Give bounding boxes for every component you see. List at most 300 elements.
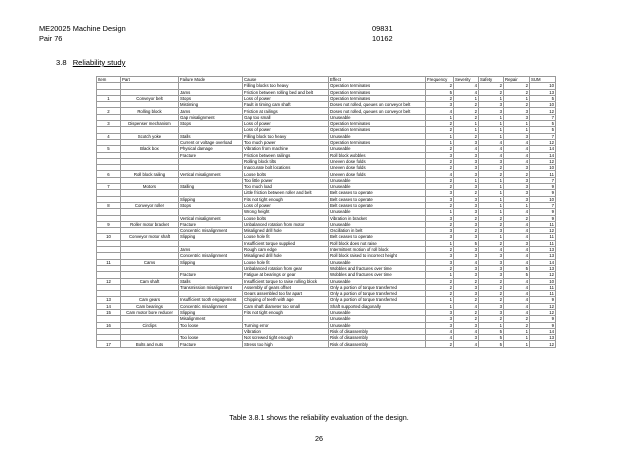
cell-frequency: 2 bbox=[426, 165, 454, 171]
cell-frequency: 3 bbox=[426, 316, 454, 322]
cell-effect: Only a portion of torque transferred bbox=[329, 297, 426, 303]
student-id-1: 09831 bbox=[372, 24, 393, 33]
cell-severity: 3 bbox=[454, 139, 479, 145]
cell-repair: 2 bbox=[504, 171, 530, 177]
col-header-item: Item bbox=[97, 77, 121, 83]
cell-sum: 13 bbox=[530, 335, 556, 341]
cell-item: 11 bbox=[97, 259, 121, 265]
cell-cause: Vibration from machine bbox=[243, 146, 329, 152]
cell-cause: Rough cam edge bbox=[243, 247, 329, 253]
cell-failure-mode: Slipping bbox=[179, 309, 243, 315]
cell-failure-mode: Jams bbox=[179, 89, 243, 95]
cell-frequency: 2 bbox=[426, 158, 454, 164]
cell-safety: 1 bbox=[479, 114, 504, 120]
cell-failure-mode: Concentric misalignment bbox=[179, 303, 243, 309]
cell-part: Cam shaft bbox=[121, 278, 179, 284]
cell-frequency: 1 bbox=[426, 133, 454, 139]
cell-safety: 1 bbox=[479, 234, 504, 240]
cell-severity: 3 bbox=[454, 158, 479, 164]
cell-severity: 4 bbox=[454, 83, 479, 89]
cell-sum: 12 bbox=[530, 139, 556, 145]
cell-frequency: 4 bbox=[426, 328, 454, 334]
col-header-cause: Cause bbox=[243, 77, 329, 83]
section-heading bbox=[56, 58, 125, 67]
course-title: ME20025 Machine Design bbox=[39, 24, 126, 33]
cell-severity: 4 bbox=[454, 146, 479, 152]
cell-effect: Roll block wobbles bbox=[329, 152, 426, 158]
cell-effect: Unuseable bbox=[329, 259, 426, 265]
cell-sum: 13 bbox=[530, 247, 556, 253]
cell-severity: 1 bbox=[454, 121, 479, 127]
cell-item: 13 bbox=[97, 297, 121, 303]
cell-safety: 1 bbox=[479, 209, 504, 215]
cell-frequency: 3 bbox=[426, 259, 454, 265]
cell-cause: Assembly of gears offset bbox=[243, 284, 329, 290]
cell-item: 12 bbox=[97, 278, 121, 284]
cell-severity: 3 bbox=[454, 209, 479, 215]
cell-cause: Misaligned drill hole bbox=[243, 228, 329, 234]
cell-cause: Gap too small bbox=[243, 114, 329, 120]
cell-severity: 3 bbox=[454, 265, 479, 271]
cell-cause: Too little power bbox=[243, 177, 329, 183]
cell-severity: 3 bbox=[454, 234, 479, 240]
cell-severity: 2 bbox=[454, 102, 479, 108]
cell-cause: Insufficient torque to raise rolling block bbox=[243, 278, 329, 284]
cell-severity: 1 bbox=[454, 95, 479, 101]
cell-frequency: 3 bbox=[426, 215, 454, 221]
cell-failure-mode: Gap misalignment bbox=[179, 114, 243, 120]
cell-effect: Doses not rolled, queues on conveyor belt bbox=[329, 108, 426, 114]
cell-safety: 3 bbox=[479, 265, 504, 271]
cell-failure-mode: Stalls bbox=[179, 278, 243, 284]
cell-cause: Misaligned drill hole bbox=[243, 253, 329, 259]
cell-effect: Intermittent motion of roll block bbox=[329, 247, 426, 253]
cell-repair: 1 bbox=[504, 328, 530, 334]
cell-sum: 11 bbox=[530, 234, 556, 240]
cell-safety: 3 bbox=[479, 272, 504, 278]
cell-frequency: 2 bbox=[426, 184, 454, 190]
cell-safety: 1 bbox=[479, 190, 504, 196]
header-left bbox=[39, 24, 126, 44]
cell-part: Scotch yoke bbox=[121, 133, 179, 139]
cell-effect: Belt ceases to operate bbox=[329, 196, 426, 202]
cell-repair: 3 bbox=[504, 177, 530, 183]
cell-sum: 14 bbox=[530, 152, 556, 158]
cell-cause: Stress too high bbox=[243, 341, 329, 347]
cell-failure-mode: Physical damage bbox=[179, 146, 243, 152]
cell-effect: Unuseable bbox=[329, 316, 426, 322]
cell-sum: 9 bbox=[530, 184, 556, 190]
cell-part: Roll block railing bbox=[121, 171, 179, 177]
cell-cause: Inaccurate bolt locations bbox=[243, 165, 329, 171]
cell-sum: 12 bbox=[530, 303, 556, 309]
cell-frequency: 2 bbox=[426, 146, 454, 152]
cell-sum: 12 bbox=[530, 309, 556, 315]
cell-effect: Vibration in bracket bbox=[329, 215, 426, 221]
cell-sum: 11 bbox=[530, 284, 556, 290]
cell-cause: Unbalanced rotation from motor bbox=[243, 221, 329, 227]
cell-item: 8 bbox=[97, 202, 121, 208]
cell-effect: Belt ceases to operate bbox=[329, 202, 426, 208]
cell-safety: 4 bbox=[479, 139, 504, 145]
cell-frequency: 2 bbox=[426, 95, 454, 101]
cell-severity: 4 bbox=[454, 259, 479, 265]
cell-safety: 3 bbox=[479, 102, 504, 108]
cell-repair: 3 bbox=[504, 114, 530, 120]
cell-sum: 12 bbox=[530, 108, 556, 114]
cell-safety: 3 bbox=[479, 108, 504, 114]
cell-effect: Roll block does not raise bbox=[329, 240, 426, 246]
cell-repair: 4 bbox=[504, 303, 530, 309]
cell-repair: 4 bbox=[504, 209, 530, 215]
cell-cause: Turning error bbox=[243, 322, 329, 328]
cell-failure-mode: Current or voltage overload bbox=[179, 139, 243, 145]
cell-cause: Loose bolts bbox=[243, 215, 329, 221]
cell-severity: 3 bbox=[454, 253, 479, 259]
cell-frequency: 5 bbox=[426, 89, 454, 95]
cell-effect: Belt ceases to operate bbox=[329, 234, 426, 240]
cell-repair: 3 bbox=[504, 133, 530, 139]
cell-frequency: 2 bbox=[426, 177, 454, 183]
cell-cause: Vibration bbox=[243, 328, 329, 334]
cell-sum: 10 bbox=[530, 278, 556, 284]
cell-part: Conveyor roller bbox=[121, 202, 179, 208]
cell-failure-mode: Insufficient tooth engagement bbox=[179, 297, 243, 303]
cell-safety: 3 bbox=[479, 228, 504, 234]
cell-safety: 2 bbox=[479, 165, 504, 171]
col-header-safety: Safety bbox=[479, 77, 504, 83]
cell-sum: 11 bbox=[530, 171, 556, 177]
cell-severity: 2 bbox=[454, 215, 479, 221]
cell-item: 16 bbox=[97, 322, 121, 328]
cell-safety: 1 bbox=[479, 177, 504, 183]
cell-safety: 1 bbox=[479, 133, 504, 139]
cell-cause: Unbalanced rotation from gear bbox=[243, 265, 329, 271]
cell-failure-mode: Fracture bbox=[179, 221, 243, 227]
cell-repair: 2 bbox=[504, 322, 530, 328]
cell-part: Conveyor motor shaft bbox=[121, 234, 179, 240]
cell-effect: Operation terminates bbox=[329, 95, 426, 101]
cell-cause: Fatigue at bearings or gear bbox=[243, 272, 329, 278]
cell-effect: Uneven dose folds bbox=[329, 158, 426, 164]
cell-frequency: 2 bbox=[426, 265, 454, 271]
cell-sum: 10 bbox=[530, 102, 556, 108]
col-header-frequency: Frequency bbox=[426, 77, 454, 83]
cell-severity: 3 bbox=[454, 196, 479, 202]
cell-part: Black box bbox=[121, 146, 179, 152]
cell-frequency: 2 bbox=[426, 278, 454, 284]
cell-severity: 2 bbox=[454, 297, 479, 303]
cell-part: Circlips bbox=[121, 322, 179, 328]
cell-failure-mode: Too loose bbox=[179, 335, 243, 341]
cell-safety: 1 bbox=[479, 184, 504, 190]
cell-cause: Wrong height bbox=[243, 209, 329, 215]
cell-effect: Unuseable bbox=[329, 309, 426, 315]
cell-cause: Insufficient torque supplied bbox=[243, 240, 329, 246]
cell-repair: 4 bbox=[504, 259, 530, 265]
cell-cause: Loss of power bbox=[243, 95, 329, 101]
cell-severity: 4 bbox=[454, 89, 479, 95]
cell-effect: Operation terminates bbox=[329, 121, 426, 127]
cell-item: 4 bbox=[97, 133, 121, 139]
cell-repair: 4 bbox=[504, 234, 530, 240]
cell-repair: 3 bbox=[504, 240, 530, 246]
cell-severity: 4 bbox=[454, 341, 479, 347]
cell-item: 17 bbox=[97, 341, 121, 347]
cell-safety: 4 bbox=[479, 247, 504, 253]
cell-failure-mode: Fracture bbox=[179, 272, 243, 278]
cell-effect: Only a portion of torque transferred bbox=[329, 291, 426, 297]
cell-sum: 12 bbox=[530, 341, 556, 347]
cell-severity: 3 bbox=[454, 247, 479, 253]
cell-safety: 2 bbox=[479, 83, 504, 89]
cell-safety: 3 bbox=[479, 309, 504, 315]
cell-safety: 2 bbox=[479, 284, 504, 290]
cell-cause: Fault in timing cam shaft bbox=[243, 102, 329, 108]
cell-effect: Doses not rolled, queues on conveyor belt bbox=[329, 102, 426, 108]
cell-frequency: 2 bbox=[426, 341, 454, 347]
cell-repair: 4 bbox=[504, 291, 530, 297]
cell-item: 2 bbox=[97, 108, 121, 114]
cell-frequency: 2 bbox=[426, 121, 454, 127]
cell-repair: 2 bbox=[504, 102, 530, 108]
cell-cause: Loss of power bbox=[243, 121, 329, 127]
cell-frequency: 1 bbox=[426, 240, 454, 246]
cell-frequency: 3 bbox=[426, 102, 454, 108]
cell-frequency: 2 bbox=[426, 221, 454, 227]
cell-safety: 2 bbox=[479, 297, 504, 303]
cell-item: 9 bbox=[97, 221, 121, 227]
cell-severity: 3 bbox=[454, 184, 479, 190]
cell-failure-mode: Too loose bbox=[179, 322, 243, 328]
cell-safety: 1 bbox=[479, 127, 504, 133]
cell-part: Cam bearings bbox=[121, 303, 179, 309]
cell-effect: Wobbles and fractures over time bbox=[329, 272, 426, 278]
cell-effect: Uneven dose folds bbox=[329, 171, 426, 177]
cell-safety: 3 bbox=[479, 303, 504, 309]
col-header-part: Part bbox=[121, 77, 179, 83]
cell-sum: 11 bbox=[530, 221, 556, 227]
cell-severity: 3 bbox=[454, 152, 479, 158]
cell-cause: Cam shaft diameter too small bbox=[243, 303, 329, 309]
cell-sum: 13 bbox=[530, 265, 556, 271]
cell-cause: Rolling block tilts bbox=[243, 158, 329, 164]
cell-severity: 2 bbox=[454, 309, 479, 315]
cell-frequency: 3 bbox=[426, 322, 454, 328]
cell-effect: Operation terminates bbox=[329, 127, 426, 133]
cell-failure-mode: Concentric misalignment bbox=[179, 253, 243, 259]
cell-failure-mode: Jams bbox=[179, 108, 243, 114]
cell-frequency: 3 bbox=[426, 190, 454, 196]
cell-sum: 13 bbox=[530, 253, 556, 259]
cell-effect: Unuseable bbox=[329, 221, 426, 227]
pair-label: Pair 76 bbox=[39, 34, 63, 43]
cell-severity: 3 bbox=[454, 335, 479, 341]
cell-safety: 2 bbox=[479, 291, 504, 297]
section-number: 3.8 bbox=[56, 58, 67, 67]
cell-failure-mode: Slipping bbox=[179, 259, 243, 265]
cell-frequency: 3 bbox=[426, 152, 454, 158]
cell-repair: 4 bbox=[504, 309, 530, 315]
cell-repair: 3 bbox=[504, 165, 530, 171]
cell-part: Dispenser mechanism bbox=[121, 121, 179, 127]
cell-item: 6 bbox=[97, 171, 121, 177]
cell-severity: 2 bbox=[454, 278, 479, 284]
col-header-failure-mode: Failure Mode bbox=[179, 77, 243, 83]
cell-cause: Loose bolts bbox=[243, 171, 329, 177]
cell-frequency: 1 bbox=[426, 272, 454, 278]
cell-cause: Too much load bbox=[243, 184, 329, 190]
cell-sum: 12 bbox=[530, 272, 556, 278]
col-header-severity: Severity bbox=[454, 77, 479, 83]
cell-frequency: 2 bbox=[426, 127, 454, 133]
cell-safety: 1 bbox=[479, 121, 504, 127]
cell-sum: 11 bbox=[530, 291, 556, 297]
cell-failure-mode: Stalls bbox=[179, 133, 243, 139]
cell-frequency: 4 bbox=[426, 335, 454, 341]
cell-repair: 1 bbox=[504, 95, 530, 101]
cell-failure-mode: Stops bbox=[179, 202, 243, 208]
cell-failure-mode: Fracture bbox=[179, 152, 243, 158]
cell-sum: 5 bbox=[530, 95, 556, 101]
cell-safety: 3 bbox=[479, 158, 504, 164]
cell-cause: Friction between railings bbox=[243, 152, 329, 158]
cell-effect: Unuseable bbox=[329, 133, 426, 139]
cell-failure-mode: Jams bbox=[179, 247, 243, 253]
cell-repair: 5 bbox=[504, 265, 530, 271]
cell-severity: 2 bbox=[454, 108, 479, 114]
cell-frequency: 1 bbox=[426, 114, 454, 120]
cell-severity: 3 bbox=[454, 171, 479, 177]
cell-safety: 5 bbox=[479, 335, 504, 341]
cell-safety: 2 bbox=[479, 215, 504, 221]
cell-sum: 12 bbox=[530, 158, 556, 164]
cell-sum: 14 bbox=[530, 328, 556, 334]
cell-repair: 4 bbox=[504, 146, 530, 152]
cell-severity: 3 bbox=[454, 284, 479, 290]
cell-frequency: 1 bbox=[426, 303, 454, 309]
cell-safety: 1 bbox=[479, 95, 504, 101]
table-caption: Table 3.8.1 shows the reliability evaluation of the design. bbox=[229, 413, 409, 422]
cell-effect: Roll block raised to incorrect height bbox=[329, 253, 426, 259]
cell-sum: 10 bbox=[530, 83, 556, 89]
cell-frequency: 1 bbox=[426, 209, 454, 215]
cell-safety: 2 bbox=[479, 89, 504, 95]
cell-item: 1 bbox=[97, 95, 121, 101]
cell-cause: Too much power bbox=[243, 139, 329, 145]
cell-severity: 3 bbox=[454, 165, 479, 171]
cell-failure-mode: Stops bbox=[179, 95, 243, 101]
cell-cause: Loss of power bbox=[243, 127, 329, 133]
cell-cause: Fits not tight enough bbox=[243, 309, 329, 315]
cell-effect: Unuseable bbox=[329, 146, 426, 152]
cell-cause: Filling blocks too heavy bbox=[243, 83, 329, 89]
cell-repair: 2 bbox=[504, 83, 530, 89]
cell-severity: 3 bbox=[454, 272, 479, 278]
cell-failure-mode: Mistiming bbox=[179, 102, 243, 108]
cell-failure-mode: Slipping bbox=[179, 234, 243, 240]
cell-item: 7 bbox=[97, 184, 121, 190]
cell-failure-mode: Misalignment bbox=[179, 316, 243, 322]
cell-effect: Uneven dose folds bbox=[329, 165, 426, 171]
cell-sum: 14 bbox=[530, 259, 556, 265]
header-right bbox=[372, 24, 393, 44]
cell-severity: 3 bbox=[454, 202, 479, 208]
cell-cause: Friction at railings bbox=[243, 108, 329, 114]
cell-severity: 4 bbox=[454, 328, 479, 334]
cell-frequency: 3 bbox=[426, 253, 454, 259]
section-title: Reliability study bbox=[72, 58, 126, 67]
cell-effect: Operation terminates bbox=[329, 89, 426, 95]
col-header-effect: Effect bbox=[329, 77, 426, 83]
cell-safety: 5 bbox=[479, 328, 504, 334]
cell-effect: Shaft supported diagonally bbox=[329, 303, 426, 309]
cell-safety: 2 bbox=[479, 221, 504, 227]
cell-repair: 4 bbox=[504, 158, 530, 164]
col-header-repair: Repair bbox=[504, 77, 530, 83]
cell-repair: 4 bbox=[504, 221, 530, 227]
cell-sum: 10 bbox=[530, 196, 556, 202]
cell-severity: 2 bbox=[454, 133, 479, 139]
cell-part: Motors bbox=[121, 184, 179, 190]
cell-severity: 3 bbox=[454, 291, 479, 297]
cell-repair: 4 bbox=[504, 247, 530, 253]
cell-frequency: 4 bbox=[426, 108, 454, 114]
cell-effect: Risk of disassembly bbox=[329, 335, 426, 341]
cell-safety: 2 bbox=[479, 278, 504, 284]
cell-severity: 3 bbox=[454, 322, 479, 328]
page-number: 26 bbox=[315, 434, 323, 443]
cell-safety: 4 bbox=[479, 152, 504, 158]
cell-frequency: 2 bbox=[426, 83, 454, 89]
cell-frequency: 3 bbox=[426, 309, 454, 315]
cell-safety: 3 bbox=[479, 253, 504, 259]
cell-safety: 1 bbox=[479, 322, 504, 328]
cell-sum: 5 bbox=[530, 121, 556, 127]
student-id-2: 10162 bbox=[372, 34, 393, 43]
cell-severity: 2 bbox=[454, 316, 479, 322]
cell-repair: 5 bbox=[504, 272, 530, 278]
cell-frequency: 2 bbox=[426, 284, 454, 290]
cell-repair: 4 bbox=[504, 228, 530, 234]
cell-effect: Unuseable bbox=[329, 322, 426, 328]
cell-safety: 2 bbox=[479, 171, 504, 177]
cell-repair: 4 bbox=[504, 152, 530, 158]
cell-frequency: 3 bbox=[426, 234, 454, 240]
cell-sum: 14 bbox=[530, 146, 556, 152]
cell-repair: 3 bbox=[504, 184, 530, 190]
cell-repair: 4 bbox=[504, 253, 530, 259]
cell-repair: 2 bbox=[504, 316, 530, 322]
cell-cause: Gears assembled too far apart bbox=[243, 291, 329, 297]
cell-repair: 3 bbox=[504, 190, 530, 196]
cell-repair: 1 bbox=[504, 121, 530, 127]
cell-severity: 5 bbox=[454, 240, 479, 246]
cell-frequency: 2 bbox=[426, 291, 454, 297]
cell-effect: Wobbles and fractures over time bbox=[329, 265, 426, 271]
cell-frequency: 1 bbox=[426, 139, 454, 145]
cell-sum: 11 bbox=[530, 240, 556, 246]
cell-part: Rolling block bbox=[121, 108, 179, 114]
cell-safety: 2 bbox=[479, 316, 504, 322]
cell-effect: Unuseable bbox=[329, 278, 426, 284]
cell-part: Cams bbox=[121, 259, 179, 265]
cell-effect: Belt ceases to operate bbox=[329, 190, 426, 196]
cell-part: Conveyor belt bbox=[121, 95, 179, 101]
cell-repair: 1 bbox=[504, 202, 530, 208]
cell-failure-mode: Stops bbox=[179, 121, 243, 127]
cell-failure-mode: Slipping bbox=[179, 196, 243, 202]
